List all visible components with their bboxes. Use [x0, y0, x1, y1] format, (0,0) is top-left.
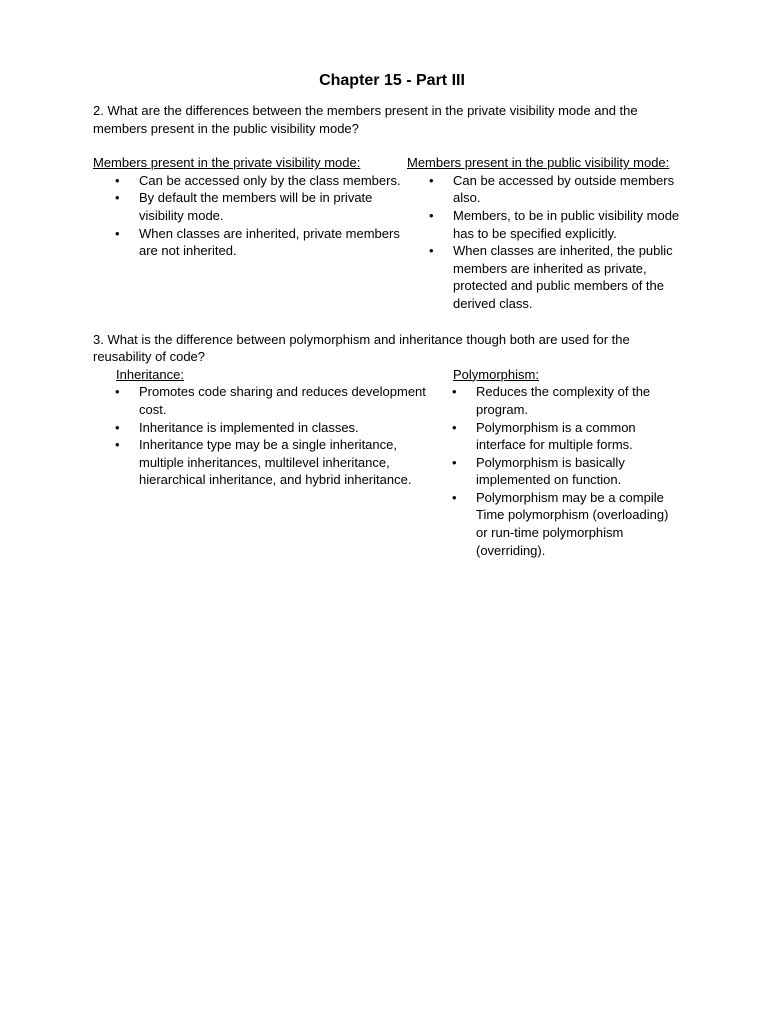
- comparison-private-public: [93, 154, 683, 312]
- list-item: • Polymorphism is a common interface for multiple forms.: [430, 419, 683, 454]
- list-item: • Promotes code sharing and reduces development cost.: [93, 383, 430, 418]
- list-item: • Members, to be in public visibility mode has to be specified explicitly.: [407, 207, 683, 242]
- page-title: Chapter 15 - Part III: [319, 72, 465, 89]
- polymorphism-list: [430, 383, 683, 559]
- list-item: • Can be accessed only by the class members.: [93, 172, 407, 190]
- list-item: • Reduces the complexity of the program.: [430, 383, 683, 418]
- document-page: [93, 70, 683, 559]
- public-mode-column: [407, 154, 683, 312]
- question-2: 2. What are the differences between the members present in the private visibility mode and the members present in the public visibility mode?: [93, 103, 638, 136]
- polymorphism-column: [430, 366, 683, 560]
- polymorphism-heading: Polymorphism:: [453, 366, 539, 382]
- list-item: • Inheritance type may be a single inheritance, multiple inheritances, multilevel inheritance, hierarchical inheritance, and hybrid inheritance.: [93, 436, 430, 489]
- list-item: • Inheritance is implemented in classes.: [93, 419, 430, 437]
- list-item: • Can be accessed by outside members also.: [407, 172, 683, 207]
- inheritance-heading: Inheritance:: [116, 366, 184, 382]
- private-mode-list: [93, 172, 407, 260]
- list-item: • When classes are inherited, the public members are inherited as private, protected and public members of the derived class.: [407, 242, 683, 312]
- public-mode-heading: Members present in the public visibility mode:: [407, 155, 670, 171]
- private-mode-column: [93, 154, 407, 260]
- public-mode-list: [407, 172, 683, 313]
- inheritance-list: [93, 383, 430, 489]
- list-item: • When classes are inherited, private members are not inherited.: [93, 225, 407, 260]
- list-item: • Polymorphism may be a compile Time polymorphism (overloading) or run-time polymorphism (overriding).: [430, 489, 683, 559]
- inheritance-column: [93, 366, 430, 489]
- private-mode-heading: Members present in the private visibility mode:: [93, 155, 361, 171]
- comparison-inheritance-polymorphism: [93, 366, 683, 560]
- list-item: • Polymorphism is basically implemented on function.: [430, 454, 683, 489]
- question-3: 3. What is the difference between polymorphism and inheritance though both are used for the reusability of code?: [93, 331, 630, 365]
- list-item: • By default the members will be in private visibility mode.: [93, 189, 407, 224]
